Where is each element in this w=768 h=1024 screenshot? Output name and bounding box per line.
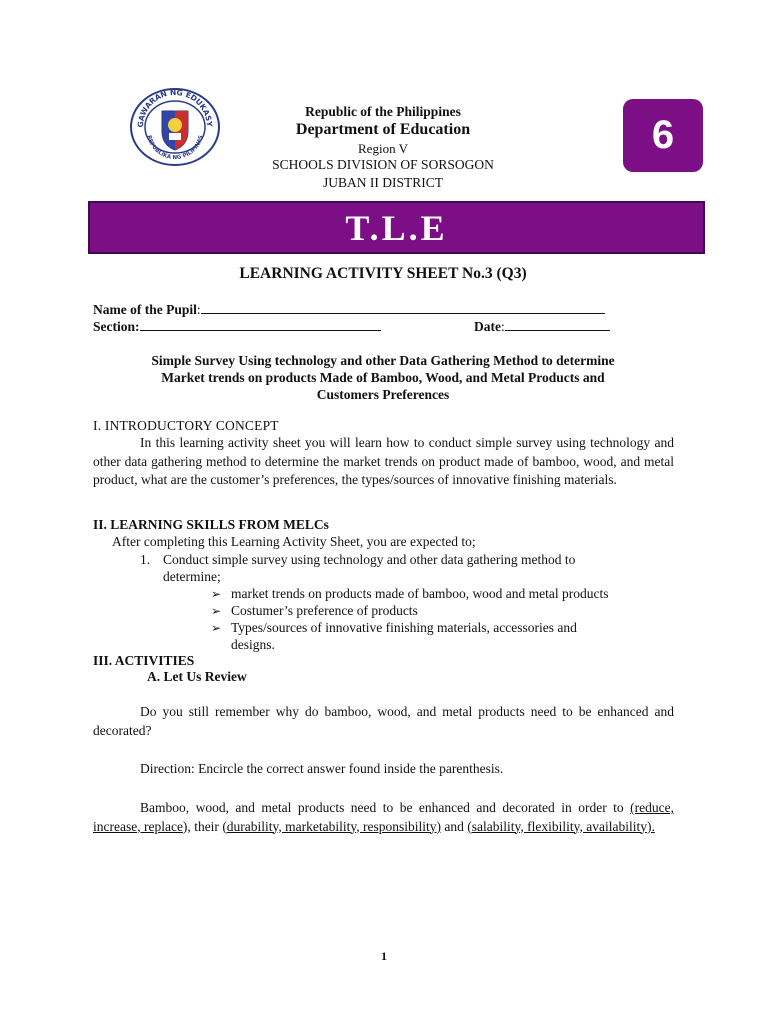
republic-text: Republic of the Philippines [305, 104, 461, 119]
date-label: Date [474, 319, 501, 334]
name-field-row [93, 301, 605, 318]
section-2-heading: II. LEARNING SKILLS FROM MELCs [93, 517, 329, 532]
bullet-item-3: ➢ Types/sources of innovative finishing materials, accessories and [211, 620, 577, 635]
name-label: Name of the Pupil [93, 302, 197, 317]
date-field-row [474, 318, 610, 335]
list-number: 1. [140, 552, 151, 567]
choice-group-2[interactable]: (durability, marketability, responsibility) [222, 818, 442, 834]
name-colon: : [196, 302, 201, 317]
let-us-review-heading: A. Let Us Review [147, 669, 247, 684]
district-text: JUBAN II DISTRICT [323, 175, 443, 190]
section-1-paragraph [93, 434, 674, 490]
sheet-title: LEARNING ACTIVITY SHEET No.3 (Q3) [239, 265, 527, 282]
svg-text:KAGAWARAN NG EDUKASYON: GAWARAN NG EDUKASY [135, 87, 215, 128]
svg-text:REPUBLIKA NG PILIPINAS: REPUBLIKA NG PILIPINAS [145, 134, 205, 162]
name-blank[interactable] [201, 301, 605, 314]
department-text: Department of Education [295, 121, 471, 138]
section-blank[interactable] [140, 318, 381, 331]
section-field-row [93, 318, 381, 335]
section-1-heading: I. INTRODUCTORY CONCEPT [93, 418, 279, 433]
list-item-line-2: determine; [163, 569, 221, 584]
list-item-line-1: Conduct simple survey using technology and other data gathering method to [163, 552, 576, 567]
direction-text: Direction: Encircle the correct answer found inside the parenthesis. [140, 761, 504, 776]
section-1-text: In this learning activity sheet you will learn how to conduct simple survey using technology and other data gathering method to determine the market trends on product made of bamboo, wood, and metal product, what are the customer’s preferences, the types/sources of innovative finishing materials. [93, 435, 674, 487]
subtitle-line-3: Customers Preferences [316, 387, 450, 402]
subtitle-line-1: Simple Survey Using technology and other Data Gathering Method to determine [151, 353, 615, 368]
lesson-subtitle [93, 352, 673, 403]
bullet-item-2: ➢ Costumer’s preference of products [211, 603, 418, 618]
bullet-item-1: ➢ market trends on products made of bamboo, wood and metal products [211, 586, 609, 601]
section-3-heading: III. ACTIVITIES [93, 653, 195, 668]
page-number: 1 [381, 949, 387, 963]
choice-group-3[interactable]: (salability, flexibility, availability). [467, 818, 655, 834]
choice-group-1[interactable]: (reduce, increase, replace), [93, 800, 674, 834]
region-text: Region V [358, 141, 408, 156]
section-label: Section: [93, 319, 140, 334]
subtitle-line-2: Market trends on products Made of Bamboo, Wood, and Metal Products and [161, 370, 605, 385]
grade-badge: 6 [623, 99, 703, 172]
arrow-bullet-icon: ➢ [211, 621, 222, 635]
arrow-bullet-icon: ➢ [211, 587, 222, 601]
section-2-intro: After completing this Learning Activity Sheet, you are expected to; [112, 534, 476, 549]
division-text: SCHOOLS DIVISION OF SORSOGON [272, 157, 494, 172]
date-colon: : [501, 319, 505, 334]
subject-banner: T.L.E [88, 201, 705, 254]
date-blank[interactable] [505, 318, 610, 331]
review-statement: Bamboo, wood, and metal products need to be enhanced and decorated in order to (reduce, increase, replace), their (durability, marketability, responsibility) and (salability, flexibility, availability). [93, 800, 674, 834]
arrow-bullet-icon: ➢ [211, 604, 222, 618]
bullet-item-3-continued: designs. [231, 637, 275, 652]
review-question: Do you still remember why do bamboo, wood, and metal products need to be enhanced and decorated? [93, 704, 674, 738]
